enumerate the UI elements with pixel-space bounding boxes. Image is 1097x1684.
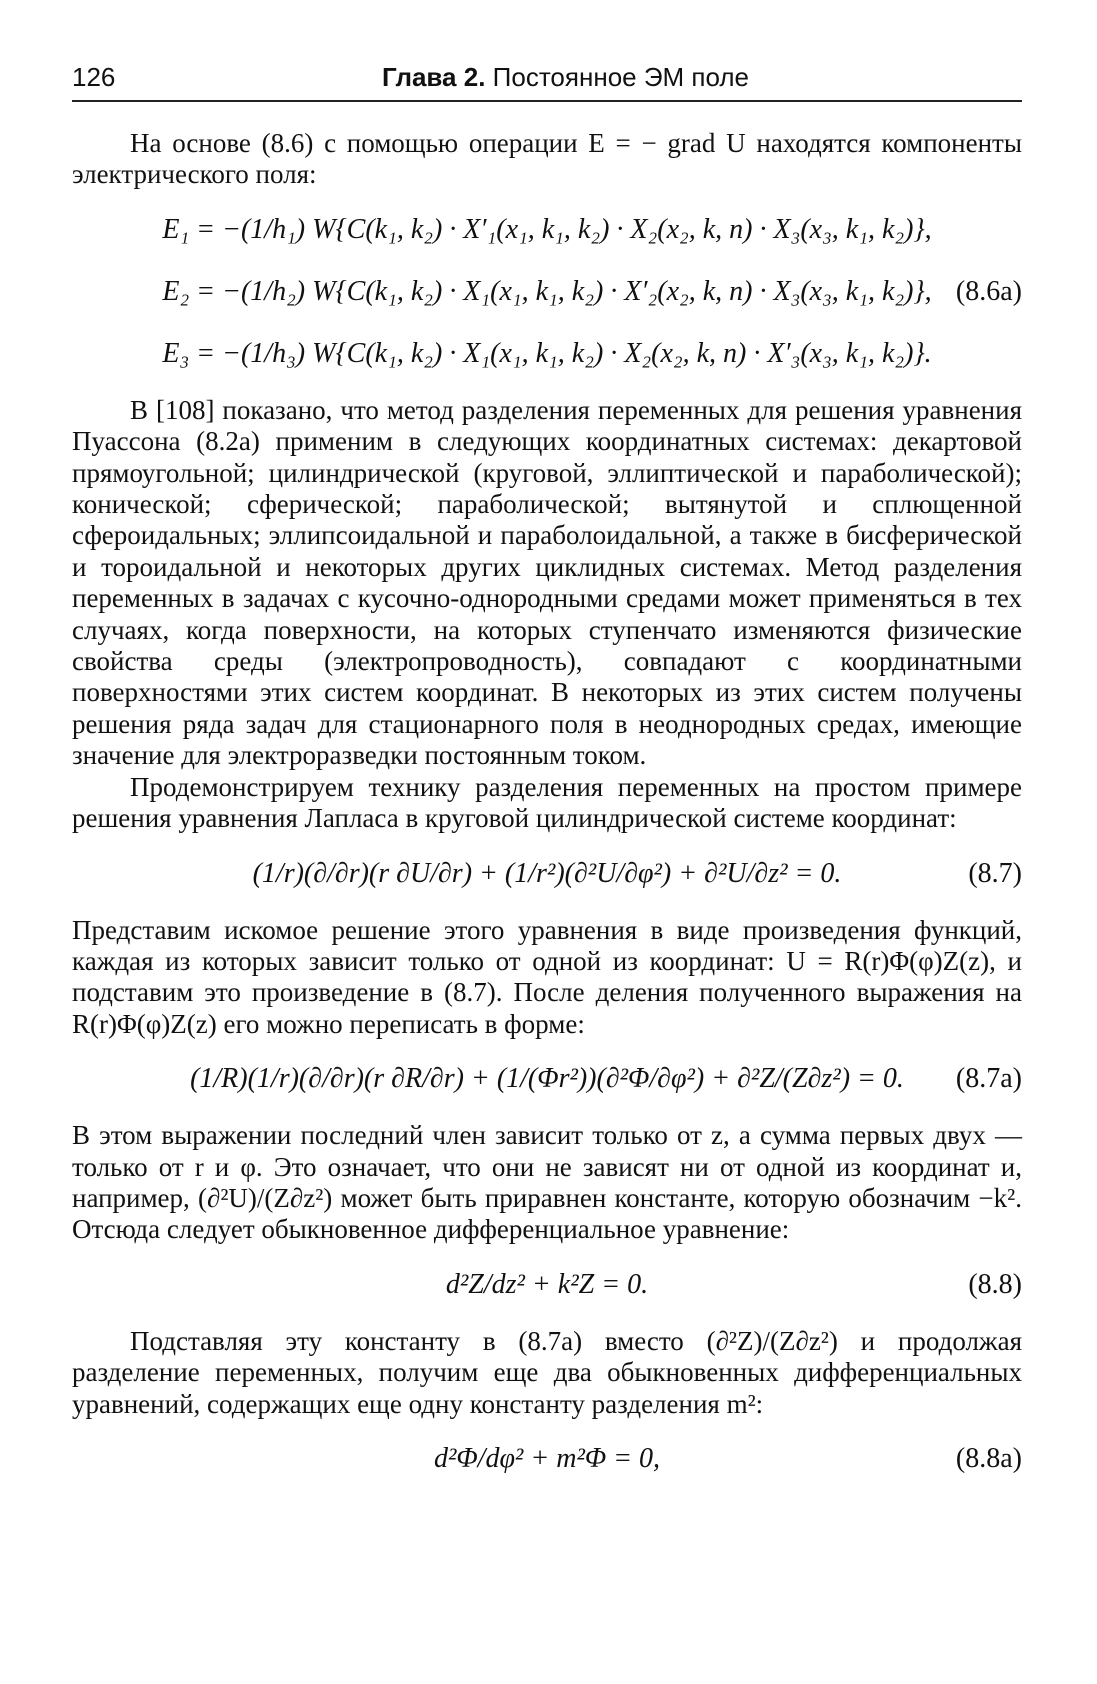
chapter-name: Постоянное ЭМ поле: [492, 62, 750, 92]
equation-e1: E₁ = −(1/h₁) W{C(k₁, k₂) · X′₁(x₁, k₁, k₂) · X₂(x₂, k, n) · X₃(x₃, k₁, k₂)},: [162, 213, 932, 245]
equation-e2: E₂ = −(1/h₂) W{C(k₁, k₂) · X₁(x₁, k₁, k₂) · X′₂(x₂, k, n) · X₃(x₃, k₁, k₂)}, (8.6a): [72, 261, 1022, 323]
paragraph-1: На основе (8.6) с помощью операции E = − grad U находятся компоненты электрического поля:: [72, 128, 1022, 190]
equation-number: (8.8a): [955, 1442, 1022, 1474]
equation-number: (8.7): [968, 857, 1022, 889]
page-number: 126: [72, 62, 116, 92]
equation-8-7-block: [72, 843, 1022, 905]
running-head: [72, 62, 1022, 102]
equation-e3: E₃ = −(1/h₃) W{C(k₁, k₂) · X₁(x₁, k₁, k₂) · X₂(x₂, k, n) · X′₃(x₃, k₁, k₂)}.: [162, 337, 932, 369]
chapter-title: [382, 62, 749, 93]
equation-8-8: d²Z/dz² + k²Z = 0. (8.8): [72, 1254, 1022, 1316]
equation-8-7a: (1/R)(1/r)(∂/∂r)(r ∂R/∂r) + (1/(Φr²))(∂²Φ/∂φ²) + ∂²Z/(Z∂z²) = 0. (8.7a): [72, 1048, 1022, 1110]
equation-number: (8.7a): [955, 1063, 1022, 1095]
paragraph-5: В этом выражении последний член зависит только от z, а сумма первых двух — только от r и φ. Это означает, что они не зависят ни от одной из координат и, например, (∂²U)/(Z∂z²) может быть приравнен константе, которую обозначим −k². Отсюда следует обыкновенное дифференциальное уравнение:: [72, 1120, 1022, 1245]
equation-8-8-block: [72, 1254, 1022, 1316]
page-body: [72, 128, 1022, 1500]
equation-group-8-6a: [72, 199, 1022, 385]
equation-8-8a: d²Φ/dφ² + m²Φ = 0, (8.8a): [72, 1428, 1022, 1490]
equation-8-7: (1/r)(∂/∂r)(r ∂U/∂r) + (1/r²)(∂²U/∂φ²) + ∂²U/∂z² = 0. (8.7): [72, 843, 1022, 905]
paragraph-4: Представим искомое решение этого уравнения в виде произведения функций, каждая из которых зависит только от одной из координат: U = R(r)Φ(φ)Z(z), и подставим это произведение в (8.7). После деления полученного выражения на R(r)Φ(φ)Z(z) его можно переписать в форме:: [72, 914, 1022, 1039]
equation-8-7a-block: [72, 1048, 1022, 1110]
equation-number: (8.6a): [955, 275, 1022, 307]
equation-8-8a-block: [72, 1428, 1022, 1490]
chapter-prefix: Глава 2.: [382, 62, 486, 92]
equation-number: (8.8): [968, 1268, 1022, 1300]
paragraph-6: Подставляя эту константу в (8.7а) вместо (∂²Z)/(Z∂z²) и продолжая разделение переменных, получим еще два обыкновенных дифференциальных уравнений, содержащих еще одну константу разделения m²:: [72, 1325, 1022, 1419]
paragraph-3: Продемонстрируем технику разделения переменных на простом примере решения уравнения Лапласа в круговой цилиндрической системе координат:: [72, 771, 1022, 834]
paragraph-2: В [108] показано, что метод разделения переменных для решения уравнения Пуассона (8.2а) применим в следующих координатных системах: декартовой прямоугольной; цилиндрической (круговой, эллиптической и параболической); конической; сферической; параболической; вытянутой и сплющенной сфероидальных; эллипсоидальной и параболоидальной, а также в бисферической и тороидальной и некоторых других циклидных системах. Метод разделения переменных в задачах с кусочно-однородными средами может применяться в тех случаях, когда поверхности, на которых ступенчато изменяются физические свойства среды (электропроводность), совпадают с координатными поверхностями этих систем координат. В некоторых из этих систем получены решения ряда задач для стационарного поля в неоднородных средах, имеющие значение для электроразведки постоянным током.: [72, 394, 1022, 771]
